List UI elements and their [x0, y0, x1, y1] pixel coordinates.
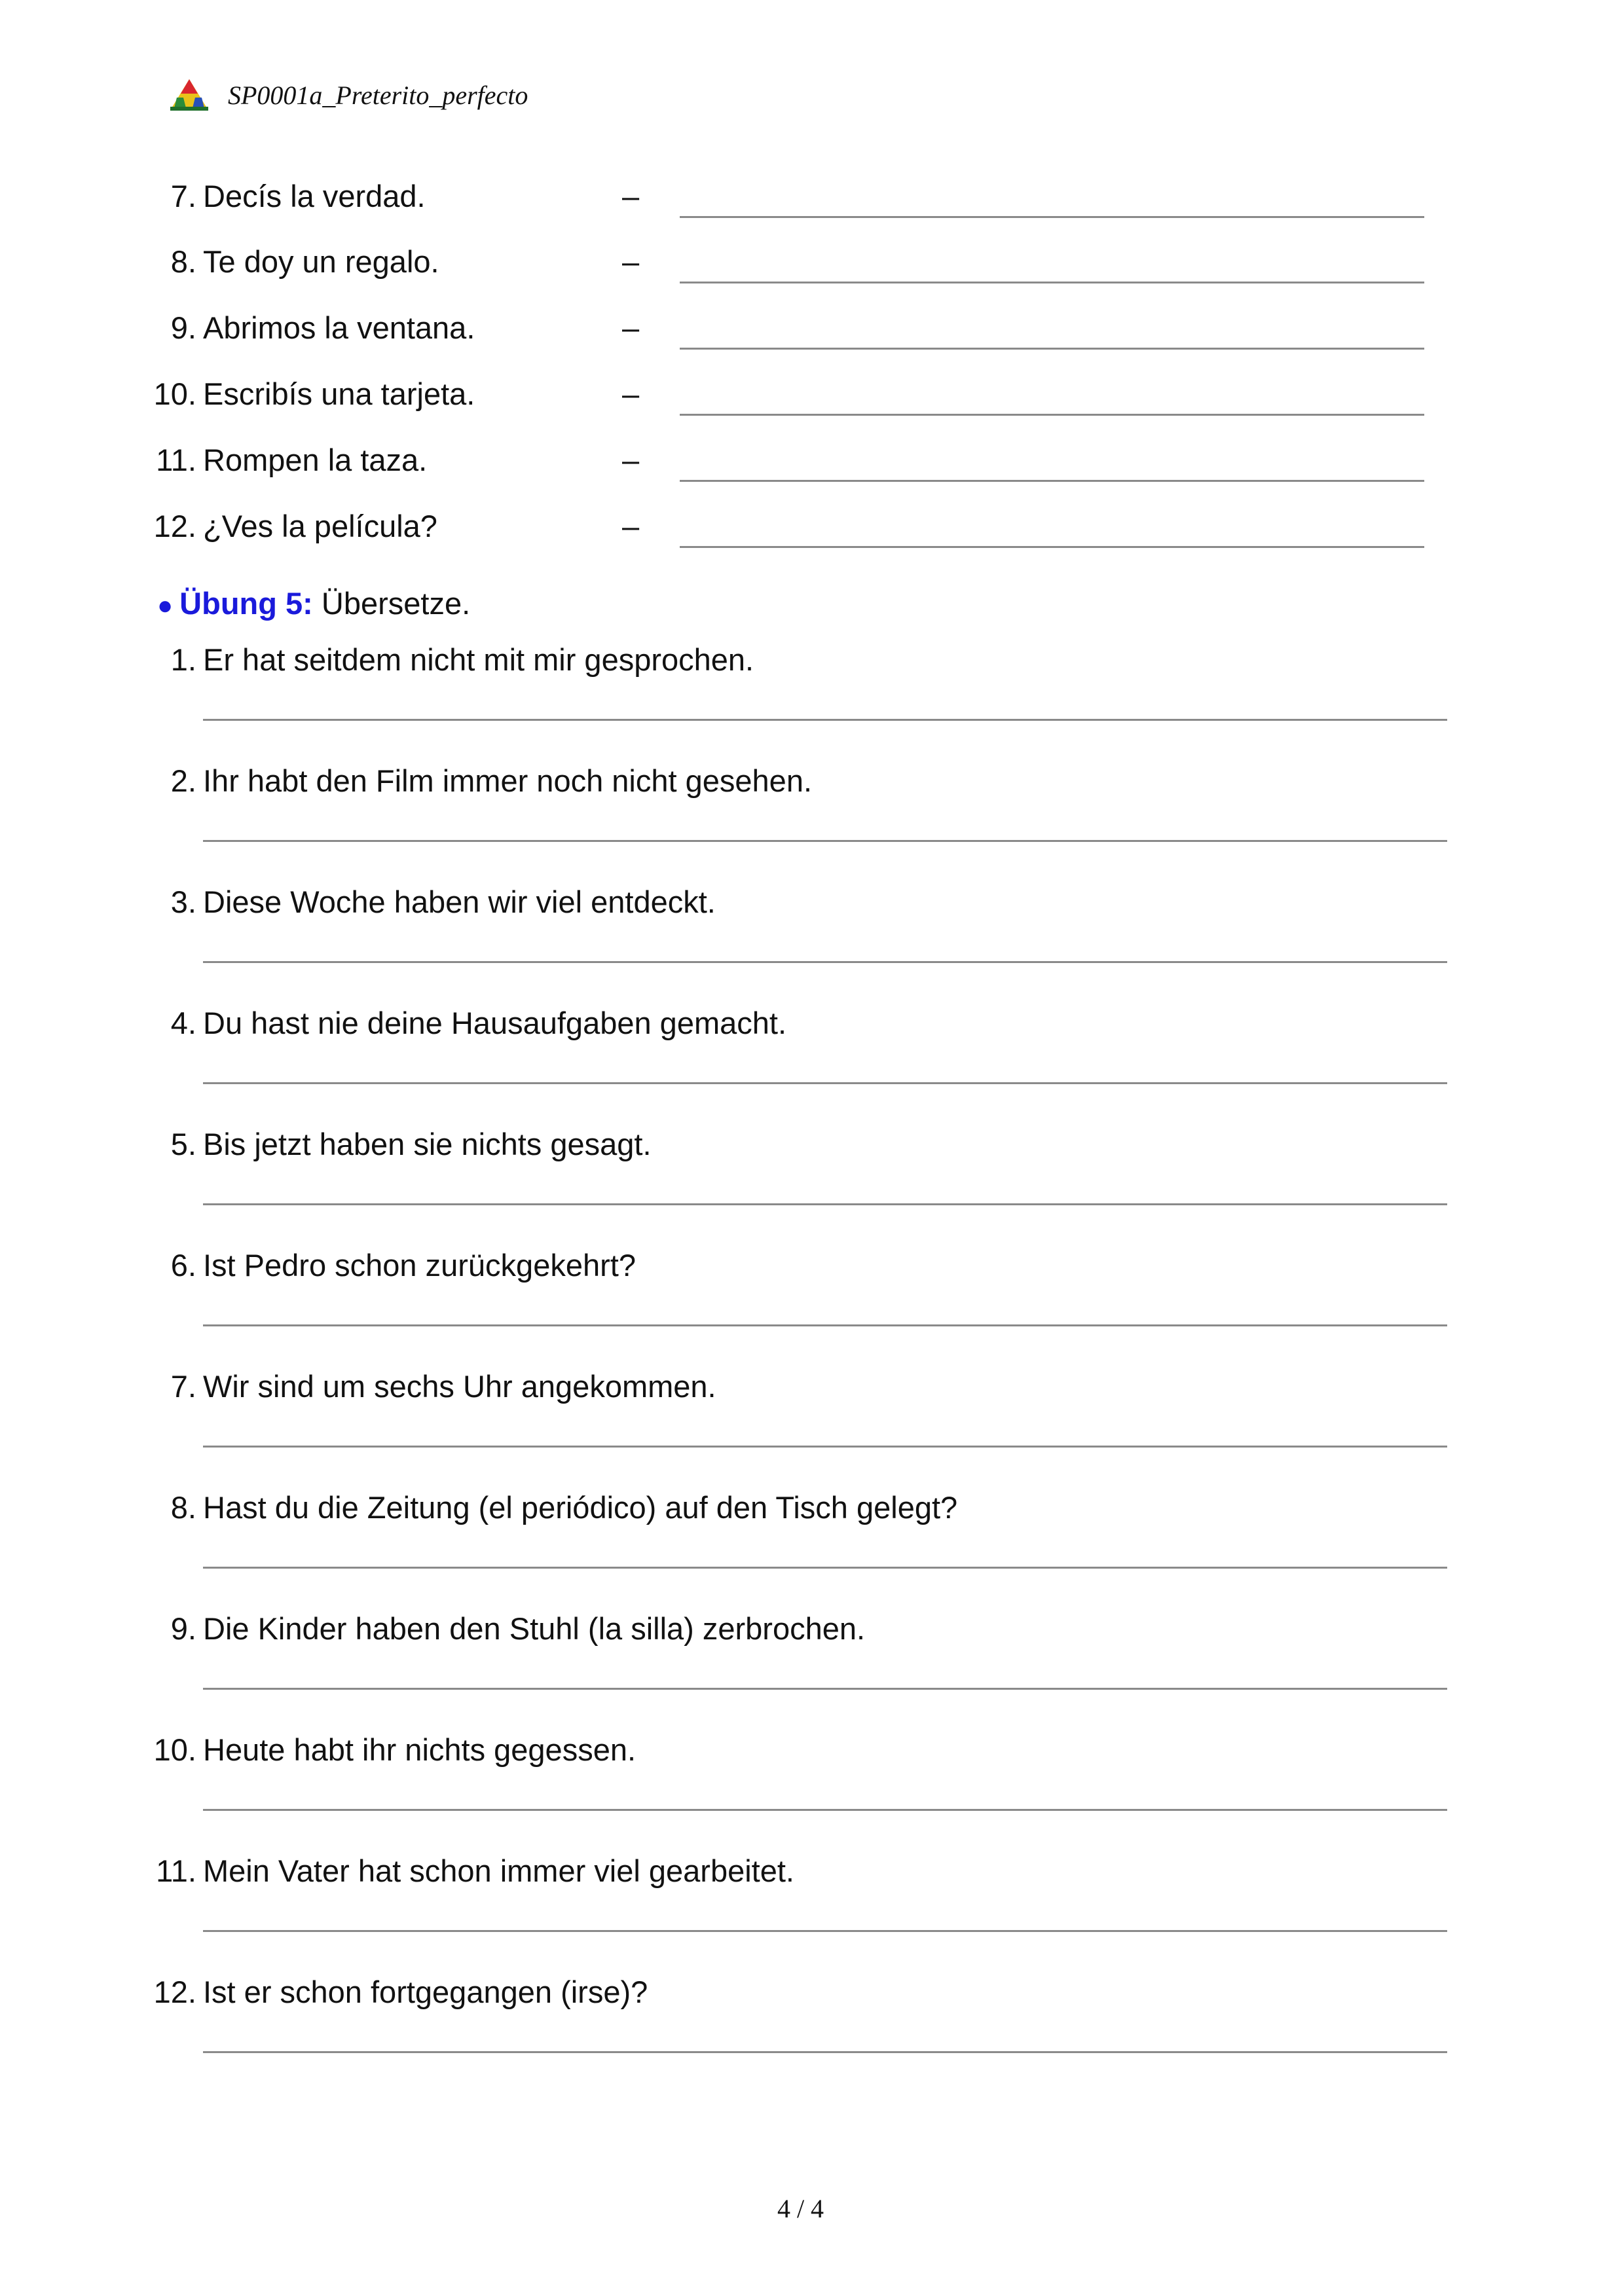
item-number: 8. [170, 1490, 196, 1525]
item-dash: – [622, 509, 640, 543]
item-sentence: Ist Pedro schon zurückgekehrt? [203, 1248, 636, 1283]
answer-line[interactable] [203, 2051, 1447, 2053]
item-number: 12. [153, 509, 196, 543]
exercise5-item [0, 1004, 1624, 1125]
item-sentence: Er hat seitdem nicht mit mir gesprochen. [203, 642, 754, 677]
answer-line[interactable] [203, 1688, 1447, 1690]
page-header [169, 72, 528, 118]
answer-line[interactable] [203, 719, 1447, 721]
item-sentence: Rompen la taza. [203, 443, 428, 477]
item-sentence: Mein Vater hat schon immer viel gearbeitet. [203, 1853, 794, 1888]
exercise5-item [0, 1125, 1624, 1247]
answer-line[interactable] [203, 961, 1447, 963]
exercise5-item [0, 761, 1624, 883]
answer-line[interactable] [680, 546, 1424, 548]
item-sentence: Decís la verdad. [203, 179, 426, 213]
exercise5-item [0, 1973, 1624, 2094]
answer-line[interactable] [203, 1930, 1447, 1932]
item-dash: – [622, 179, 640, 213]
exercise-label: Übung 5: [179, 586, 313, 621]
item-sentence: Die Kinder haben den Stuhl (la silla) zerbrochen. [203, 1611, 866, 1646]
item-number: 7. [170, 1369, 196, 1404]
answer-line[interactable] [203, 1567, 1447, 1569]
item-number: 3. [170, 884, 196, 919]
item-number: 9. [170, 1611, 196, 1646]
item-number: 7. [170, 179, 196, 213]
exercise4-item [0, 435, 1624, 488]
exercise4-item [0, 501, 1624, 554]
answer-line[interactable] [203, 1446, 1447, 1448]
item-number: 9. [170, 310, 196, 345]
answer-line[interactable] [203, 1324, 1447, 1326]
item-sentence: Heute habt ihr nichts gegessen. [203, 1732, 637, 1767]
item-sentence: Wir sind um sechs Uhr angekommen. [203, 1369, 716, 1404]
item-number: 2. [170, 763, 196, 798]
item-number: 11. [156, 443, 196, 477]
item-number: 8. [170, 244, 196, 279]
answer-line[interactable] [680, 414, 1424, 416]
exercise5-item [0, 640, 1624, 762]
answer-line[interactable] [680, 216, 1424, 218]
item-sentence: ¿Ves la película? [203, 509, 437, 543]
item-dash: – [622, 244, 640, 279]
exercise5-item [0, 1609, 1624, 1731]
answer-line[interactable] [203, 1203, 1447, 1205]
page-number: 4 / 4 [777, 2194, 824, 2223]
item-sentence: Abrimos la ventana. [203, 310, 475, 345]
item-sentence: Bis jetzt haben sie nichts gesagt. [203, 1127, 652, 1161]
item-sentence: Diese Woche haben wir viel entdeckt. [203, 884, 716, 919]
exercise5-item [0, 1851, 1624, 1973]
item-sentence: Ihr habt den Film immer noch nicht gesehen. [203, 763, 813, 798]
exercise4-item [0, 172, 1624, 224]
exercise5-item [0, 883, 1624, 1004]
item-number: 6. [170, 1248, 196, 1283]
item-dash: – [622, 310, 640, 345]
answer-line[interactable] [203, 1082, 1447, 1084]
exercise5-item [0, 1488, 1624, 1610]
item-number: 11. [156, 1853, 196, 1888]
answer-line[interactable] [680, 348, 1424, 350]
exercise4-item [0, 237, 1624, 289]
item-dash: – [622, 376, 640, 411]
answer-line[interactable] [203, 1809, 1447, 1811]
item-number: 12. [153, 1975, 196, 2009]
item-sentence: Escribís una tarjeta. [203, 376, 475, 411]
exercise4-item [0, 369, 1624, 422]
item-number: 10. [153, 1732, 196, 1767]
bullet-icon: ● [157, 591, 174, 620]
exercise4-item [0, 303, 1624, 355]
item-number: 10. [153, 376, 196, 411]
item-sentence: Du hast nie deine Hausaufgaben gemacht. [203, 1006, 787, 1040]
exercise5-item [0, 1730, 1624, 1852]
exercise-instruction: Übersetze. [321, 586, 471, 621]
item-sentence: Ist er schon fortgegangen (irse)? [203, 1975, 648, 2009]
exercise5-item [0, 1246, 1624, 1368]
item-number: 1. [170, 642, 196, 677]
exercise5-item [0, 1367, 1624, 1489]
answer-line[interactable] [680, 282, 1424, 283]
answer-line[interactable] [203, 840, 1447, 842]
exercise5-heading [157, 584, 470, 625]
publisher-logo-icon [169, 78, 210, 112]
item-number: 5. [170, 1127, 196, 1161]
item-sentence: Te doy un regalo. [203, 244, 439, 279]
item-sentence: Hast du die Zeitung (el periódico) auf den Tisch gelegt? [203, 1490, 958, 1525]
answer-line[interactable] [680, 480, 1424, 482]
item-dash: – [622, 443, 640, 477]
item-number: 4. [170, 1006, 196, 1040]
document-title: SP0001a_Preterito_perfecto [228, 80, 528, 110]
